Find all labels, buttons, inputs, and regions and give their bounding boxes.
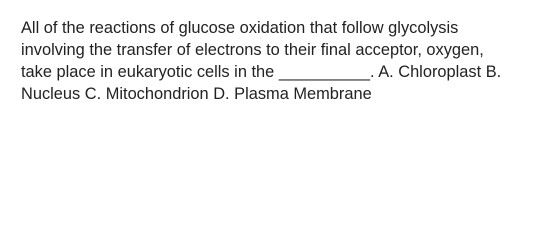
question-line: take place in eukaryotic cells in the __________. A. Chloroplast B. bbox=[21, 63, 502, 81]
question-line: Nucleus C. Mitochondrion D. Plasma Membrane bbox=[21, 85, 372, 103]
question-line: All of the reactions of glucose oxidation that follow glycolysis bbox=[21, 19, 459, 37]
question-line: involving the transfer of electrons to their final acceptor, oxygen, bbox=[21, 41, 484, 59]
question-text bbox=[21, 17, 551, 105]
